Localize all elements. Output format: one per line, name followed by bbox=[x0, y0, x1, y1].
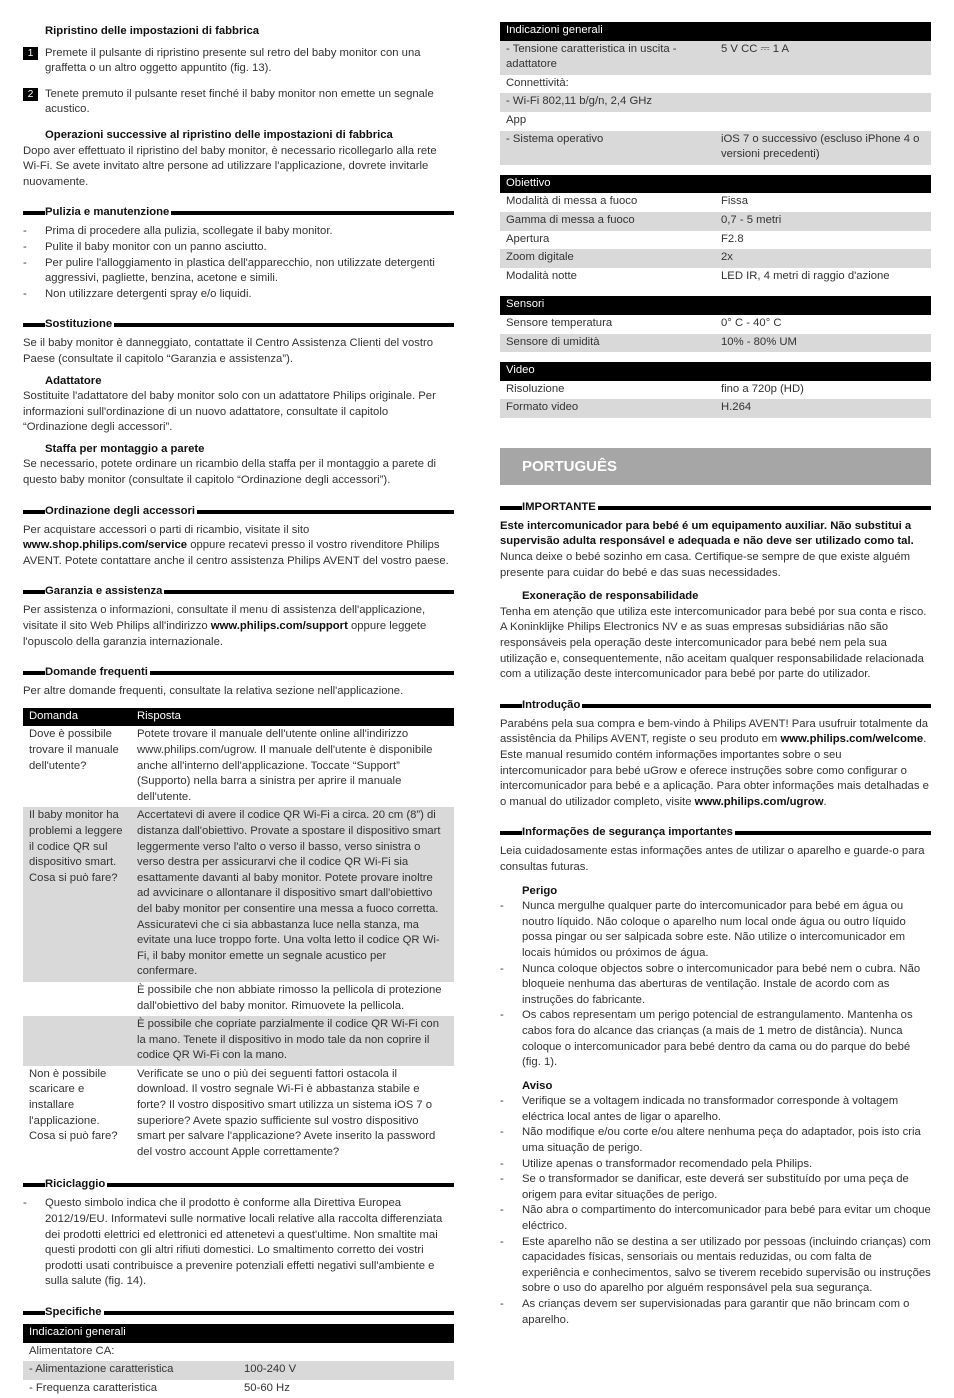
table-row bbox=[500, 334, 931, 353]
specs-table bbox=[23, 1324, 454, 1398]
spec-value: 50-60 Hz bbox=[244, 1381, 290, 1394]
bracket-title: Staffa per montaggio a parete bbox=[45, 442, 205, 455]
table-row bbox=[500, 231, 931, 250]
faq-answer: Potete trovare il manuale dell'utente online all'indirizzo www.philips.com/ugrow. Il manuale dell'utente è disponibile anche all'interno dell'applicazione. Toccate “Support” (Supporto) nella barra a sinistra per aprire il manuale dell'utente. bbox=[137, 728, 433, 803]
spec-key: - Frequenza caratteristica bbox=[29, 1381, 158, 1394]
table-row bbox=[500, 268, 931, 287]
faq-col-answer: Risposta bbox=[131, 708, 454, 727]
support-link[interactable]: www.philips.com/support bbox=[210, 620, 348, 633]
list-item: - Se o transformador se danificar, este deverá ser substituído por uma peça de origem para evitar situações de perigo. bbox=[500, 1172, 931, 1203]
spec-value: H.264 bbox=[721, 401, 752, 414]
section-heading-replacement: Sostituzione bbox=[23, 316, 454, 332]
spec-value: F2.8 bbox=[721, 232, 744, 245]
section-heading-recycling: Riciclaggio bbox=[23, 1176, 454, 1192]
sensors-specs-table bbox=[500, 296, 931, 352]
spec-key: Formato video bbox=[506, 401, 579, 414]
list-item: - Verifique se a voltagem indicada no transformador corresponde à voltagem eléctrica local antes de ligar o aparelho. bbox=[500, 1094, 931, 1125]
step-text: Premete il pulsante di ripristino presente sul retro del baby monitor con una graffetta o un altro oggetto appuntito (fig. 13). bbox=[45, 46, 421, 75]
connectivity-label: Connettività: bbox=[506, 76, 569, 89]
step-number: 1 bbox=[23, 47, 38, 60]
replacement-text: Se il baby monitor è danneggiato, contattate il Centro Assistenza Clienti del vostro Paese (consultate il capitolo “Garanzia e assistenza”). bbox=[23, 337, 434, 365]
danger-title: Perigo bbox=[522, 884, 558, 897]
introduction-text: Parabéns pela sua compra e bem-vindo à Philips AVENT! Para usufruir totalmente da assistência da Philips AVENT, registe o seu produto em www.philips.com/welcome. Este manual resumido contém informações importantes sobre o seu intercomunicador para bebé uGrow e oferece instruções sobre como configurar o intercomunicador para bebé e a aplicação. Para obter informações mais detalhadas e o manual do utilizador completo, visite www.philips.com/ugrow. bbox=[500, 717, 929, 808]
table-row bbox=[500, 381, 931, 400]
warning-list bbox=[500, 1094, 931, 1328]
faq-question: Il baby monitor ha problemi a leggere il codice QR sul dispositivo smart. Cosa si può fare? bbox=[29, 809, 123, 884]
language-title-bar: PORTUGUÊS bbox=[500, 448, 931, 485]
step-number: 2 bbox=[23, 88, 38, 101]
section-heading-faq: Domande frequenti bbox=[23, 664, 454, 680]
recycling-list bbox=[23, 1196, 454, 1290]
faq-intro: Per altre domande frequenti, consultate la relativa sezione nell'applicazione. bbox=[23, 685, 404, 698]
reset-title: Ripristino delle impostazioni di fabbrica bbox=[45, 25, 260, 37]
disclaimer-text: Tenha em atenção que utiliza este intercomunicador para bebé por sua conta e risco. A Koninklijke Philips Electronics NV e as suas empresas subsidiárias não são responsáveis pela operação deste intercomunicador para bebé nem pela sua utilização e, consequentemente, não aceitam qualquer responsabilidade relacionada com a utilização deste intercomunicador para bebé por parte do utilizador. bbox=[500, 605, 927, 681]
sensors-header: Sensori bbox=[500, 296, 931, 315]
faq-question: Non è possibile scaricare e installare l'applicazione. Cosa si può fare? bbox=[29, 1067, 118, 1143]
table-row bbox=[23, 1016, 454, 1066]
faq-table bbox=[23, 708, 454, 1163]
danger-list bbox=[500, 899, 931, 1071]
section-heading-cleaning: Pulizia e manutenzione bbox=[23, 204, 454, 220]
ugrow-link[interactable]: www.philips.com/ugrow bbox=[694, 795, 824, 808]
spec-key: - Tensione caratteristica in uscita - adattatore bbox=[506, 42, 677, 71]
warranty-text: Per assistenza o informazioni, consultate il menu di assistenza dell'applicazione, visitate il sito Web Philips all'indirizzo www.philips.com/support oppure leggete l'opuscolo della garanzia internazionale. bbox=[23, 604, 427, 648]
table-row bbox=[23, 1380, 454, 1398]
faq-answer: È possibile che non abbiate rimosso la pellicola di protezione dall'obiettivo del baby monitor. Rimuovete la pellicola. bbox=[137, 983, 442, 1012]
adapter-text: Sostituite l'adattatore del baby monitor solo con un adattatore Philips originale. Per informazioni sull'ordinazione di un nuovo adattatore, consultate il capitolo “Ordinazione degli accessori”. bbox=[23, 390, 436, 434]
spec-key: Apertura bbox=[506, 232, 550, 245]
list-item: - Pulite il baby monitor con un panno asciutto. bbox=[23, 240, 454, 256]
list-item: - Este aparelho não se destina a ser utilizado por pessoas (incluindo crianças) com capacidades físicas, sensoriais ou mentais reduzidas, ou com falta de experiência e conhecimentos, salvo se tiverem recebido supervisão ou instruções sobre o uso do aparelho por alguém responsável pela sua segurança. bbox=[500, 1235, 931, 1297]
table-row bbox=[500, 193, 931, 212]
spec-key: Sensore temperatura bbox=[506, 316, 613, 329]
spec-value: 100-240 V bbox=[244, 1363, 297, 1376]
table-row bbox=[500, 249, 931, 268]
cleaning-list bbox=[23, 224, 454, 302]
spec-key: Gamma di messa a fuoco bbox=[506, 213, 635, 226]
list-item: - Não abra o compartimento do intercomunicador para bebé para evitar um choque eléctrico. bbox=[500, 1203, 931, 1234]
list-item: - Utilize apenas o transformador recomendado pela Philips. bbox=[500, 1157, 931, 1173]
section-heading-safety: Informações de segurança importantes bbox=[500, 824, 931, 840]
left-column bbox=[23, 24, 454, 1398]
faq-answer: È possibile che copriate parzialmente il codice QR Wi-Fi con la mano. Tenete il dispositivo in modo tale da non coprire il codice QR Wi-Fi con la mano. bbox=[137, 1018, 439, 1062]
bracket-text: Se necessario, potete ordinare un ricambio della staffa per il montaggio a parete di questo baby monitor (consultate il capitolo “Ordinazione degli accessori”). bbox=[23, 458, 437, 487]
important-text: Nunca deixe o bebé sozinho em casa. Certifique-se sempre de que existe alguém presente para cuidar do bebé e das suas necessidades. bbox=[500, 551, 911, 579]
spec-value: 10% - 80% UM bbox=[721, 335, 797, 348]
general-header: Indicazioni generali bbox=[500, 22, 931, 41]
list-item: - Non utilizzare detergenti spray e/o liquidi. bbox=[23, 287, 454, 303]
list-item: - Nunca mergulhe qualquer parte do intercomunicador para bebé em água ou noutro líquido. Não coloque o aparelho num local onde água ou outro líquido possa pingar ou ser salpicada sobre este. Não utilize o intercomunicador em locais húmidos ou próximos de água. bbox=[500, 899, 931, 961]
spec-value: iOS 7 o successivo (escluso iPhone 4 o versioni precedenti) bbox=[721, 132, 920, 161]
adapter-title: Adattatore bbox=[45, 374, 102, 387]
step-text: Tenete premuto il pulsante reset finché il baby monitor non emette un segnale acustico. bbox=[45, 87, 434, 116]
adapter-label: Alimentatore CA: bbox=[29, 1344, 115, 1357]
list-item: - Prima di procedere alla pulizia, scollegate il baby monitor. bbox=[23, 224, 454, 240]
section-heading-ordering: Ordinazione degli accessori bbox=[23, 503, 454, 519]
faq-question bbox=[23, 1016, 131, 1066]
lens-header: Obiettivo bbox=[500, 175, 931, 194]
table-row bbox=[23, 807, 454, 982]
specs-table-header: Indicazioni generali bbox=[23, 1324, 454, 1343]
general-specs-table bbox=[500, 22, 931, 165]
spec-key: Risoluzione bbox=[506, 382, 565, 395]
table-row bbox=[500, 41, 931, 75]
table-row bbox=[23, 982, 454, 1016]
table-row bbox=[23, 1361, 454, 1380]
welcome-link[interactable]: www.philips.com/welcome bbox=[780, 733, 924, 746]
list-item: - Nunca coloque objectos sobre o intercomunicador para bebé nem o cubra. Não bloqueie nenhuma das aberturas de ventilação. Instale de acordo com as instruções do fabricante. bbox=[500, 962, 931, 1009]
after-reset-title: Operazioni successive al ripristino delle impostazioni di fabbrica bbox=[45, 128, 393, 141]
faq-question: Dove è possibile trovare il manuale dell'utente? bbox=[29, 728, 119, 772]
section-heading-specs: Specifiche bbox=[23, 1304, 454, 1320]
video-specs-table bbox=[500, 362, 931, 418]
spec-value: fino a 720p (HD) bbox=[721, 382, 804, 395]
right-column bbox=[500, 22, 931, 1328]
table-row bbox=[500, 315, 931, 334]
reset-step-2 bbox=[23, 87, 454, 118]
spec-value: LED IR, 4 metri di raggio d'azione bbox=[721, 269, 890, 282]
spec-key: Modalità di messa a fuoco bbox=[506, 195, 638, 208]
wifi-spec: - Wi-Fi 802,11 b/g/n, 2,4 GHz bbox=[506, 95, 653, 108]
spec-key: Zoom digitale bbox=[506, 251, 574, 264]
list-item: - Não modifique e/ou corte e/ou altere nenhuma peça do adaptador, pois isto cria uma situação de perigo. bbox=[500, 1125, 931, 1156]
important-bold-text: Este intercomunicador para bebé é um equipamento auxiliar. Não substitui a supervisão adulta responsável e adequada e não deve ser utilizado como tal. bbox=[500, 519, 914, 548]
shop-link[interactable]: www.shop.philips.com/service bbox=[23, 539, 188, 552]
warning-title: Aviso bbox=[522, 1079, 553, 1092]
table-row bbox=[500, 131, 931, 165]
list-item: - As crianças devem ser supervisionadas para garantir que não brincam com o aparelho. bbox=[500, 1297, 931, 1328]
disclaimer-title: Exoneração de responsabilidade bbox=[522, 590, 699, 603]
reset-step-1 bbox=[23, 46, 454, 77]
spec-key: Sensore di umidità bbox=[506, 335, 600, 348]
faq-answer: Accertatevi di avere il codice QR Wi-Fi a circa. 20 cm (8”) di distanza dall'obiettivo. Provate a spostare il dispositivo smart leggermente verso l'alto o verso il basso, verso sinistra o verso destra per assicurarvi che il codice QR Wi-Fi sia esattamente davanti al baby monitor. Potete provare inoltre ad avvicinare o allontanare il dispositivo smart dall'obiettivo del baby monitor per consentire una messa a fuoco corretta. Assicuratevi che ci sia abbastanza luce nella stanza, ma evitate una luce troppo forte. Una volta letto il codice QR Wi-Fi, il baby monitor emette un segnale acustico per confermare. bbox=[137, 809, 441, 978]
section-heading-warranty: Garanzia e assistenza bbox=[23, 583, 454, 599]
spec-value: 0° C - 40° C bbox=[721, 316, 782, 329]
spec-value: 0,7 - 5 metri bbox=[721, 213, 782, 226]
faq-col-question: Domanda bbox=[23, 708, 131, 727]
list-item: - Questo simbolo indica che il prodotto è conforme alla Direttiva Europea 2012/19/EU. Informatevi sulle normative locali relative alla raccolta differenziata dei prodotti elettrici ed elettronici ed attenetevi a quest'ultime. Non smaltite mai questi prodotti con gli altri rifiuti domestici. Lo smaltimento corretto dei vostri prodotti usati contribuisce a prevenire potenziali effetti negativi sull'ambiente e sulla salute (fig. 14). bbox=[23, 1196, 454, 1290]
spec-key: Modalità notte bbox=[506, 269, 577, 282]
list-item: - Os cabos representam um perigo potencial de estrangulamento. Mantenha os cabos fora do alcance das crianças (a mais de 1 metro de distância). Nunca coloque o intercomunicador para bebé dentro da cama ou do parque do bebé (fig. 1). bbox=[500, 1008, 931, 1070]
section-heading-introduction: Introdução bbox=[500, 697, 931, 713]
app-label: App bbox=[506, 113, 527, 126]
spec-key: - Sistema operativo bbox=[506, 132, 604, 145]
table-row bbox=[500, 212, 931, 231]
safety-text: Leia cuidadosamente estas informações antes de utilizar o aparelho e guarde-o para consultas futuras. bbox=[500, 845, 925, 873]
spec-value: 5 V CC ⎓ 1 A bbox=[721, 42, 790, 55]
table-row bbox=[23, 1066, 454, 1163]
spec-value: Fissa bbox=[721, 195, 748, 208]
ordering-text: Per acquistare accessori o parti di ricambio, visitate il sito www.shop.philips.com/service oppure recatevi presso il vostro rivenditore Philips AVENT. Potete contattare anche il centro assistenza Philips AVENT del vostro paese. bbox=[23, 523, 449, 567]
list-item: - Per pulire l'alloggiamento in plastica dell'apparecchio, non utilizzate detergenti aggressivi, pagliette, benzina, acetone e simili. bbox=[23, 256, 454, 287]
spec-value: 2x bbox=[721, 251, 733, 264]
section-heading-important: IMPORTANTE bbox=[500, 499, 931, 515]
faq-answer: Verificate se uno o più dei seguenti fattori ostacola il download. Il vostro segnale Wi-Fi è abbastanza stabile e forte? Il vostro dispositivo smart utilizza un sistema iOS 7 o superiore? Avete spazio sufficiente sul vostro dispositivo smart per salvare l'applicazione? Avete inserito la password del vostro account Apple correttamente? bbox=[137, 1067, 436, 1158]
lens-specs-table bbox=[500, 175, 931, 287]
video-header: Video bbox=[500, 362, 931, 381]
table-row bbox=[23, 726, 454, 807]
table-row bbox=[500, 399, 931, 418]
after-reset-text: Dopo aver effettuato il ripristino del baby monitor, è necessario ricollegarlo alla rete Wi-Fi. Se avete invitato altre persone ad utilizzare l'applicazione, dovrete invitarle nuovamente. bbox=[23, 144, 437, 188]
spec-key: - Alimentazione caratteristica bbox=[29, 1363, 174, 1376]
faq-question bbox=[23, 982, 131, 1016]
